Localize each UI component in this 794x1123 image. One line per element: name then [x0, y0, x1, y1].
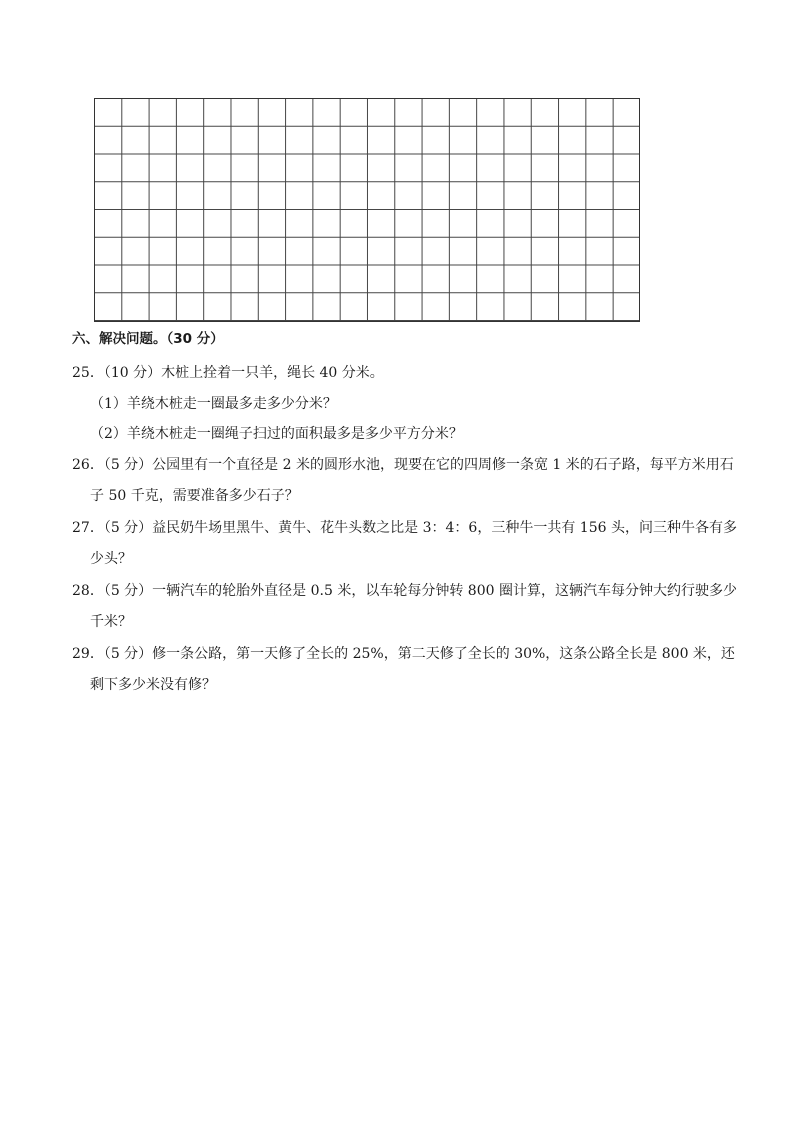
section-heading: 六、解决问题。（30 分）	[72, 331, 224, 347]
question-25-part-1: （1）羊绕木桩走一圈最多走多少分米？	[90, 396, 337, 412]
question-29: 29．（5 分）修一条公路，第一天修了全长的 25%，第二天修了全长的 30%，这条公路全长是 800 米，还	[72, 646, 735, 662]
question-26-continued: 子 50 千克，需要准备多少石子？	[90, 488, 299, 504]
question-25: 25．（10 分）木桩上拴着一只羊，绳长 40 分米。	[72, 365, 384, 381]
question-27: 27．（5 分）益民奶牛场里黑牛、黄牛、花牛头数之比是 3：4：6，三种牛一共有 156 头，问三种牛各有多	[72, 520, 737, 536]
question-25-part-2: （2）羊绕木桩走一圈绳子扫过的面积最多是多少平方分米？	[90, 426, 463, 442]
question-26: 26．（5 分）公园里有一个直径是 2 米的圆形水池，现要在它的四周修一条宽 1 米的石子路，每平方米用石	[72, 457, 734, 473]
question-28-continued: 千米？	[90, 614, 132, 630]
question-29-continued: 剩下多少米没有修？	[90, 677, 216, 693]
question-27-continued: 少头？	[90, 551, 132, 567]
question-28: 28．（5 分）一辆汽车的轮胎外直径是 0.5 米，以车轮每分钟转 800 圈计算，这辆汽车每分钟大约行驶多少	[72, 583, 737, 599]
writing-grid	[94, 98, 640, 322]
